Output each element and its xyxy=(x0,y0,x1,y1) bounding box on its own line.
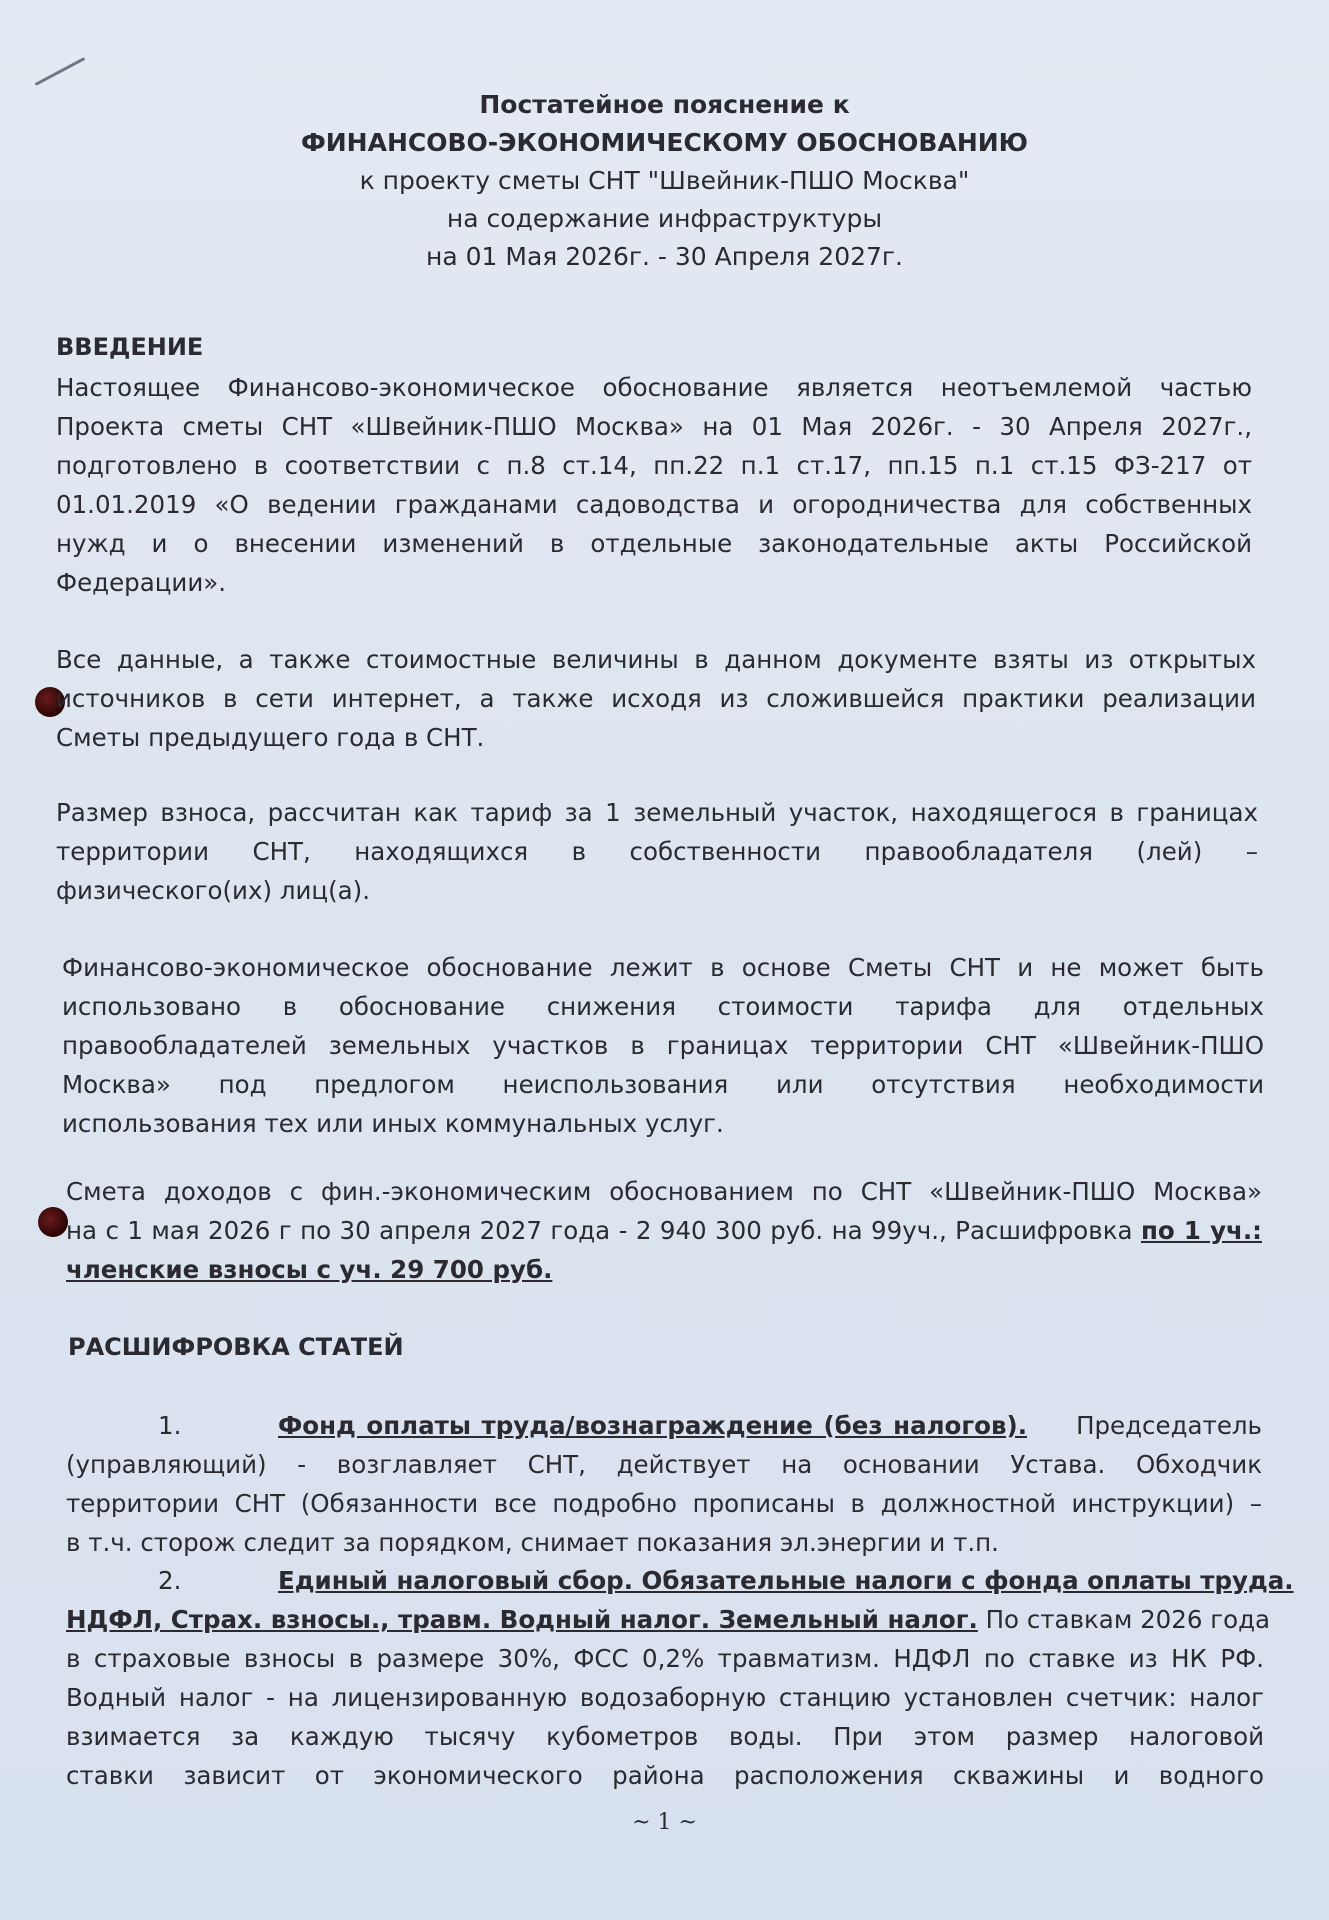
text-line: Сметы предыдущего года в СНТ. xyxy=(56,723,485,752)
paragraph xyxy=(62,948,1264,1143)
text-line xyxy=(66,1211,1262,1250)
title-line: Постатейное пояснение к xyxy=(479,90,850,119)
section-heading-breakdown: РАСШИФРОВКА СТАТЕЙ xyxy=(68,1333,404,1361)
text-line: взимается за каждую тысячу кубометров воды. При этом размер налоговой xyxy=(66,1722,1264,1751)
title-line: на 01 Мая 2026г. - 30 Апреля 2027г. xyxy=(426,242,903,271)
text-line: Проекта сметы СНТ «Швейник-ПШО Москва» на 01 Мая 2026г. - 30 Апреля 2027г., xyxy=(56,412,1252,441)
punch-hole xyxy=(38,1207,68,1237)
text-line: Смета доходов с фин.-экономическим обоснованием по СНТ «Швейник-ПШО Москва» xyxy=(66,1177,1262,1206)
text-line: Водный налог - на лицензированную водозаборную станцию установлен счетчик: налог xyxy=(66,1683,1264,1712)
text-line: правообладателей земельных участков в границах территории СНТ «Швейник-ПШО xyxy=(62,1031,1264,1060)
text-line: подготовлено в соответствии с п.8 ст.14, пп.22 п.1 ст.17, пп.15 п.1 ст.15 ФЗ-217 от xyxy=(56,451,1252,480)
text-line: в т.ч. сторож следит за порядком, снимает показания эл.энергии и т.п. xyxy=(66,1528,999,1557)
paragraph xyxy=(56,640,1256,757)
text-line: (управляющий) - возглавляет СНТ, действует на основании Устава. Обходчик xyxy=(66,1450,1262,1479)
item-title: Единый налоговый сбор. Обязательные налоги с фонда оплаты труда. xyxy=(278,1566,1294,1595)
text-fragment: на с 1 мая 2026 г по 30 апреля 2027 года - 2 940 300 руб. на 99уч., Расшифровка xyxy=(66,1216,1133,1245)
paragraph-estimate xyxy=(66,1172,1262,1289)
text-line: нужд и о внесении изменений в отдельные законодательные акты Российской xyxy=(56,529,1252,558)
text-line: 01.01.2019 «О ведении гражданами садоводства и огородничества для собственных xyxy=(56,490,1252,519)
text-line: Москва» под предлогом неиспользования или отсутствия необходимости xyxy=(62,1070,1264,1099)
title-line: на содержание инфраструктуры xyxy=(446,204,883,233)
text-line xyxy=(66,1250,1262,1289)
list-item-1 xyxy=(66,1406,1262,1562)
text-line: использовано в обоснование снижения стоимости тарифа для отдельных xyxy=(62,992,1264,1021)
pen-mark xyxy=(35,57,86,86)
item-title: Фонд оплаты труда/вознаграждение (без налогов). xyxy=(278,1411,1028,1440)
text-line: территории СНТ (Обязанности все подробно прописаны в должностной инструкции) – xyxy=(66,1489,1262,1518)
title-line: к проекту сметы СНТ "Швейник-ПШО Москва" xyxy=(359,166,970,195)
section-heading-intro: ВВЕДЕНИЕ xyxy=(56,333,204,361)
text-line xyxy=(66,1406,1262,1445)
document-title xyxy=(0,86,1329,276)
item-number: 1. xyxy=(158,1411,182,1440)
item-title: НДФЛ, Страх. взносы., травм. Водный налог. Земельный налог. xyxy=(66,1605,978,1634)
text-line: Все данные, а также стоимостные величины в данном документе взяты из открытых xyxy=(56,645,1256,674)
page-number: ~ 1 ~ xyxy=(632,1810,697,1835)
list-item-2 xyxy=(66,1561,1294,1795)
membership-fee: членские взносы с уч. 29 700 руб. xyxy=(66,1255,553,1284)
text-line: Размер взноса, рассчитан как тариф за 1 земельный участок, находящегося в границах xyxy=(56,798,1258,827)
text-line: территории СНТ, находящихся в собственности правообладателя (лей) – xyxy=(56,837,1258,866)
text-line: источников в сети интернет, а также исходя из сложившейся практики реализации xyxy=(56,684,1256,713)
text-line: использования тех или иных коммунальных услуг. xyxy=(62,1109,724,1138)
text-line: Настоящее Финансово-экономическое обоснование является неотъемлемой частью xyxy=(56,373,1252,402)
text-line: в страховые взносы в размере 30%, ФСС 0,2% травматизм. НДФЛ по ставке из НК РФ. xyxy=(66,1644,1264,1673)
text-line: физического(их) лиц(а). xyxy=(56,876,370,905)
title-line: ФИНАНСОВО-ЭКОНОМИЧЕСКОМУ ОБОСНОВАНИЮ xyxy=(300,128,1029,157)
paragraph xyxy=(56,368,1252,602)
text-line: Федерации». xyxy=(56,568,227,597)
text-line: Финансово-экономическое обоснование лежит в основе Сметы СНТ и не может быть xyxy=(62,953,1264,982)
text-line xyxy=(66,1561,1294,1600)
text-fragment: По ставкам 2026 года xyxy=(977,1605,1271,1634)
text-line xyxy=(66,1600,1271,1639)
text-line: ставки зависит от экономического района расположения скважины и водного xyxy=(66,1761,1264,1790)
text-fragment: Председатель xyxy=(1076,1411,1262,1440)
per-plot-label: по 1 уч.: xyxy=(1140,1216,1262,1245)
paragraph xyxy=(56,793,1258,910)
item-number: 2. xyxy=(158,1566,182,1595)
